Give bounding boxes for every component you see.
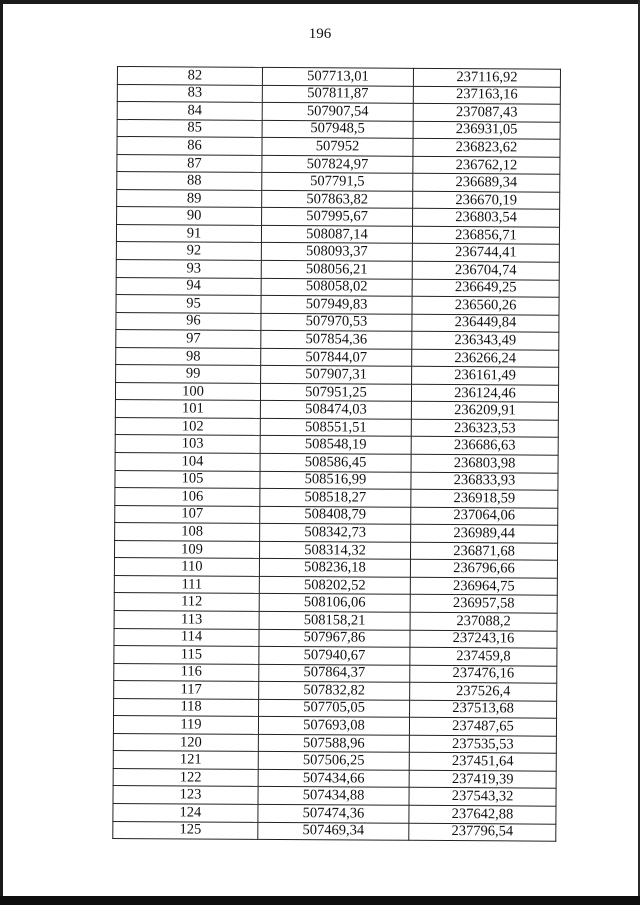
- point-number-cell: 116: [114, 663, 259, 681]
- point-number-cell: 113: [114, 610, 259, 628]
- y-coordinate-cell: 237087,43: [413, 103, 560, 121]
- y-coordinate-cell: 237476,16: [410, 665, 557, 683]
- point-number-cell: 124: [113, 803, 258, 821]
- point-number-cell: 115: [114, 646, 259, 664]
- x-coordinate-cell: 507474,36: [258, 804, 409, 822]
- x-coordinate-cell: 508551,51: [260, 418, 411, 436]
- y-coordinate-cell: 237243,16: [410, 630, 557, 648]
- x-coordinate-cell: 508056,21: [261, 260, 412, 278]
- y-coordinate-cell: 237535,53: [409, 735, 556, 753]
- x-coordinate-cell: 507824,97: [262, 155, 413, 173]
- x-coordinate-cell: 508106,06: [259, 594, 410, 612]
- point-number-cell: 88: [117, 172, 262, 190]
- x-coordinate-cell: 508093,37: [261, 243, 412, 261]
- y-coordinate-cell: 236744,41: [412, 244, 559, 262]
- y-coordinate-cell: 237451,64: [409, 753, 556, 771]
- x-coordinate-cell: 508518,27: [260, 489, 411, 507]
- y-coordinate-cell: 236823,62: [413, 138, 560, 156]
- point-number-cell: 107: [115, 505, 260, 523]
- x-coordinate-cell: 508516,99: [260, 471, 411, 489]
- x-coordinate-cell: 507469,34: [258, 822, 409, 840]
- point-number-cell: 90: [117, 207, 262, 225]
- point-number-cell: 109: [114, 540, 259, 558]
- y-coordinate-cell: 236964,75: [410, 577, 557, 595]
- y-coordinate-cell: 236323,53: [411, 419, 558, 437]
- x-coordinate-cell: 507967,86: [259, 629, 410, 647]
- y-coordinate-cell: 237796,54: [409, 823, 556, 841]
- x-coordinate-cell: 508058,02: [261, 278, 412, 296]
- coordinates-table: [112, 66, 561, 842]
- x-coordinate-cell: 508586,45: [260, 453, 411, 471]
- scan-border-left: [0, 0, 3, 905]
- x-coordinate-cell: 507949,83: [261, 295, 412, 313]
- point-number-cell: 95: [116, 295, 261, 313]
- y-coordinate-cell: 236449,84: [412, 314, 559, 332]
- y-coordinate-cell: 236796,66: [410, 560, 557, 578]
- point-number-cell: 86: [117, 137, 262, 155]
- x-coordinate-cell: 507952: [262, 138, 413, 156]
- point-number-cell: 105: [115, 470, 260, 488]
- y-coordinate-cell: 236124,46: [411, 384, 558, 402]
- point-number-cell: 119: [113, 716, 258, 734]
- y-coordinate-cell: 236686,63: [411, 437, 558, 455]
- y-coordinate-cell: 236803,54: [413, 209, 560, 227]
- x-coordinate-cell: 507995,67: [262, 208, 413, 226]
- x-coordinate-cell: 507434,66: [258, 769, 409, 787]
- point-number-cell: 112: [114, 593, 259, 611]
- point-number-cell: 108: [115, 523, 260, 541]
- point-number-cell: 110: [114, 558, 259, 576]
- point-number-cell: 84: [117, 102, 262, 120]
- y-coordinate-cell: 236689,34: [413, 174, 560, 192]
- x-coordinate-cell: 508236,18: [259, 559, 410, 577]
- scan-border-top: [0, 0, 640, 4]
- x-coordinate-cell: 507951,25: [260, 383, 411, 401]
- y-coordinate-cell: 237513,68: [410, 700, 557, 718]
- y-coordinate-cell: 236649,25: [412, 279, 559, 297]
- y-coordinate-cell: 237064,06: [411, 507, 558, 525]
- y-coordinate-cell: 237526,4: [410, 682, 557, 700]
- point-number-cell: 103: [115, 435, 260, 453]
- x-coordinate-cell: 507506,25: [258, 752, 409, 770]
- table-row: [113, 821, 556, 841]
- point-number-cell: 101: [115, 400, 260, 418]
- point-number-cell: 104: [115, 453, 260, 471]
- x-coordinate-cell: 507705,05: [259, 699, 410, 717]
- point-number-cell: 123: [113, 786, 258, 804]
- point-number-cell: 125: [113, 821, 258, 839]
- point-number-cell: 122: [113, 768, 258, 786]
- y-coordinate-cell: 236560,26: [412, 296, 559, 314]
- point-number-cell: 92: [116, 242, 261, 260]
- point-number-cell: 97: [116, 330, 261, 348]
- point-number-cell: 93: [116, 260, 261, 278]
- y-coordinate-cell: 236209,91: [411, 402, 558, 420]
- x-coordinate-cell: 507434,88: [258, 787, 409, 805]
- x-coordinate-cell: 508314,32: [259, 541, 410, 559]
- y-coordinate-cell: 236989,44: [411, 525, 558, 543]
- y-coordinate-cell: 236343,49: [412, 332, 559, 350]
- y-coordinate-cell: 236762,12: [413, 156, 560, 174]
- point-number-cell: 106: [115, 488, 260, 506]
- x-coordinate-cell: 507864,37: [259, 664, 410, 682]
- x-coordinate-cell: 508474,03: [260, 401, 411, 419]
- point-number-cell: 83: [117, 84, 262, 102]
- y-coordinate-cell: 237543,32: [409, 788, 556, 806]
- x-coordinate-cell: 507791,5: [262, 173, 413, 191]
- x-coordinate-cell: 507693,08: [258, 717, 409, 735]
- point-number-cell: 98: [116, 347, 261, 365]
- y-coordinate-cell: 236871,68: [410, 542, 557, 560]
- x-coordinate-cell: 508202,52: [259, 576, 410, 594]
- point-number-cell: 96: [116, 312, 261, 330]
- y-coordinate-cell: 237088,2: [410, 612, 557, 630]
- y-coordinate-cell: 236833,93: [411, 472, 558, 490]
- x-coordinate-cell: 507940,67: [259, 646, 410, 664]
- y-coordinate-cell: 236957,58: [410, 595, 557, 613]
- coordinates-table-body: [113, 67, 561, 842]
- x-coordinate-cell: 507713,01: [262, 67, 413, 85]
- y-coordinate-cell: 236161,49: [412, 367, 559, 385]
- page-number: 196: [308, 26, 332, 42]
- point-number-cell: 118: [114, 698, 259, 716]
- x-coordinate-cell: 508342,73: [260, 524, 411, 542]
- x-coordinate-cell: 507832,82: [259, 682, 410, 700]
- x-coordinate-cell: 508548,19: [260, 436, 411, 454]
- x-coordinate-cell: 507811,87: [262, 85, 413, 103]
- x-coordinate-cell: 508408,79: [260, 506, 411, 524]
- point-number-cell: 91: [116, 224, 261, 242]
- point-number-cell: 82: [117, 67, 262, 85]
- y-coordinate-cell: 236704,74: [412, 261, 559, 279]
- y-coordinate-cell: 237419,39: [409, 770, 556, 788]
- x-coordinate-cell: 507970,53: [261, 313, 412, 331]
- x-coordinate-cell: 507863,82: [262, 190, 413, 208]
- y-coordinate-cell: 237163,16: [413, 86, 560, 104]
- y-coordinate-cell: 237116,92: [413, 68, 560, 86]
- point-number-cell: 111: [114, 575, 259, 593]
- y-coordinate-cell: 236856,71: [412, 226, 559, 244]
- point-number-cell: 117: [114, 681, 259, 699]
- y-coordinate-cell: 237487,65: [409, 718, 556, 736]
- y-coordinate-cell: 237642,88: [409, 805, 556, 823]
- point-number-cell: 94: [116, 277, 261, 295]
- x-coordinate-cell: 507948,5: [262, 120, 413, 138]
- x-coordinate-cell: 507844,07: [261, 348, 412, 366]
- y-coordinate-cell: 236931,05: [413, 121, 560, 139]
- scan-border-bottom: [0, 896, 640, 905]
- point-number-cell: 102: [115, 417, 260, 435]
- point-number-cell: 99: [116, 365, 261, 383]
- point-number-cell: 85: [117, 119, 262, 137]
- y-coordinate-cell: 236670,19: [413, 191, 560, 209]
- y-coordinate-cell: 236803,98: [411, 454, 558, 472]
- x-coordinate-cell: 508087,14: [261, 225, 412, 243]
- point-number-cell: 100: [115, 382, 260, 400]
- y-coordinate-cell: 236266,24: [412, 349, 559, 367]
- y-coordinate-cell: 237459,8: [410, 647, 557, 665]
- x-coordinate-cell: 507907,54: [262, 102, 413, 120]
- x-coordinate-cell: 507907,31: [261, 366, 412, 384]
- point-number-cell: 114: [114, 628, 259, 646]
- point-number-cell: 121: [113, 751, 258, 769]
- x-coordinate-cell: 507854,36: [261, 331, 412, 349]
- point-number-cell: 89: [117, 189, 262, 207]
- point-number-cell: 87: [117, 154, 262, 172]
- x-coordinate-cell: 507588,96: [258, 734, 409, 752]
- y-coordinate-cell: 236918,59: [411, 489, 558, 507]
- x-coordinate-cell: 508158,21: [259, 611, 410, 629]
- point-number-cell: 120: [113, 733, 258, 751]
